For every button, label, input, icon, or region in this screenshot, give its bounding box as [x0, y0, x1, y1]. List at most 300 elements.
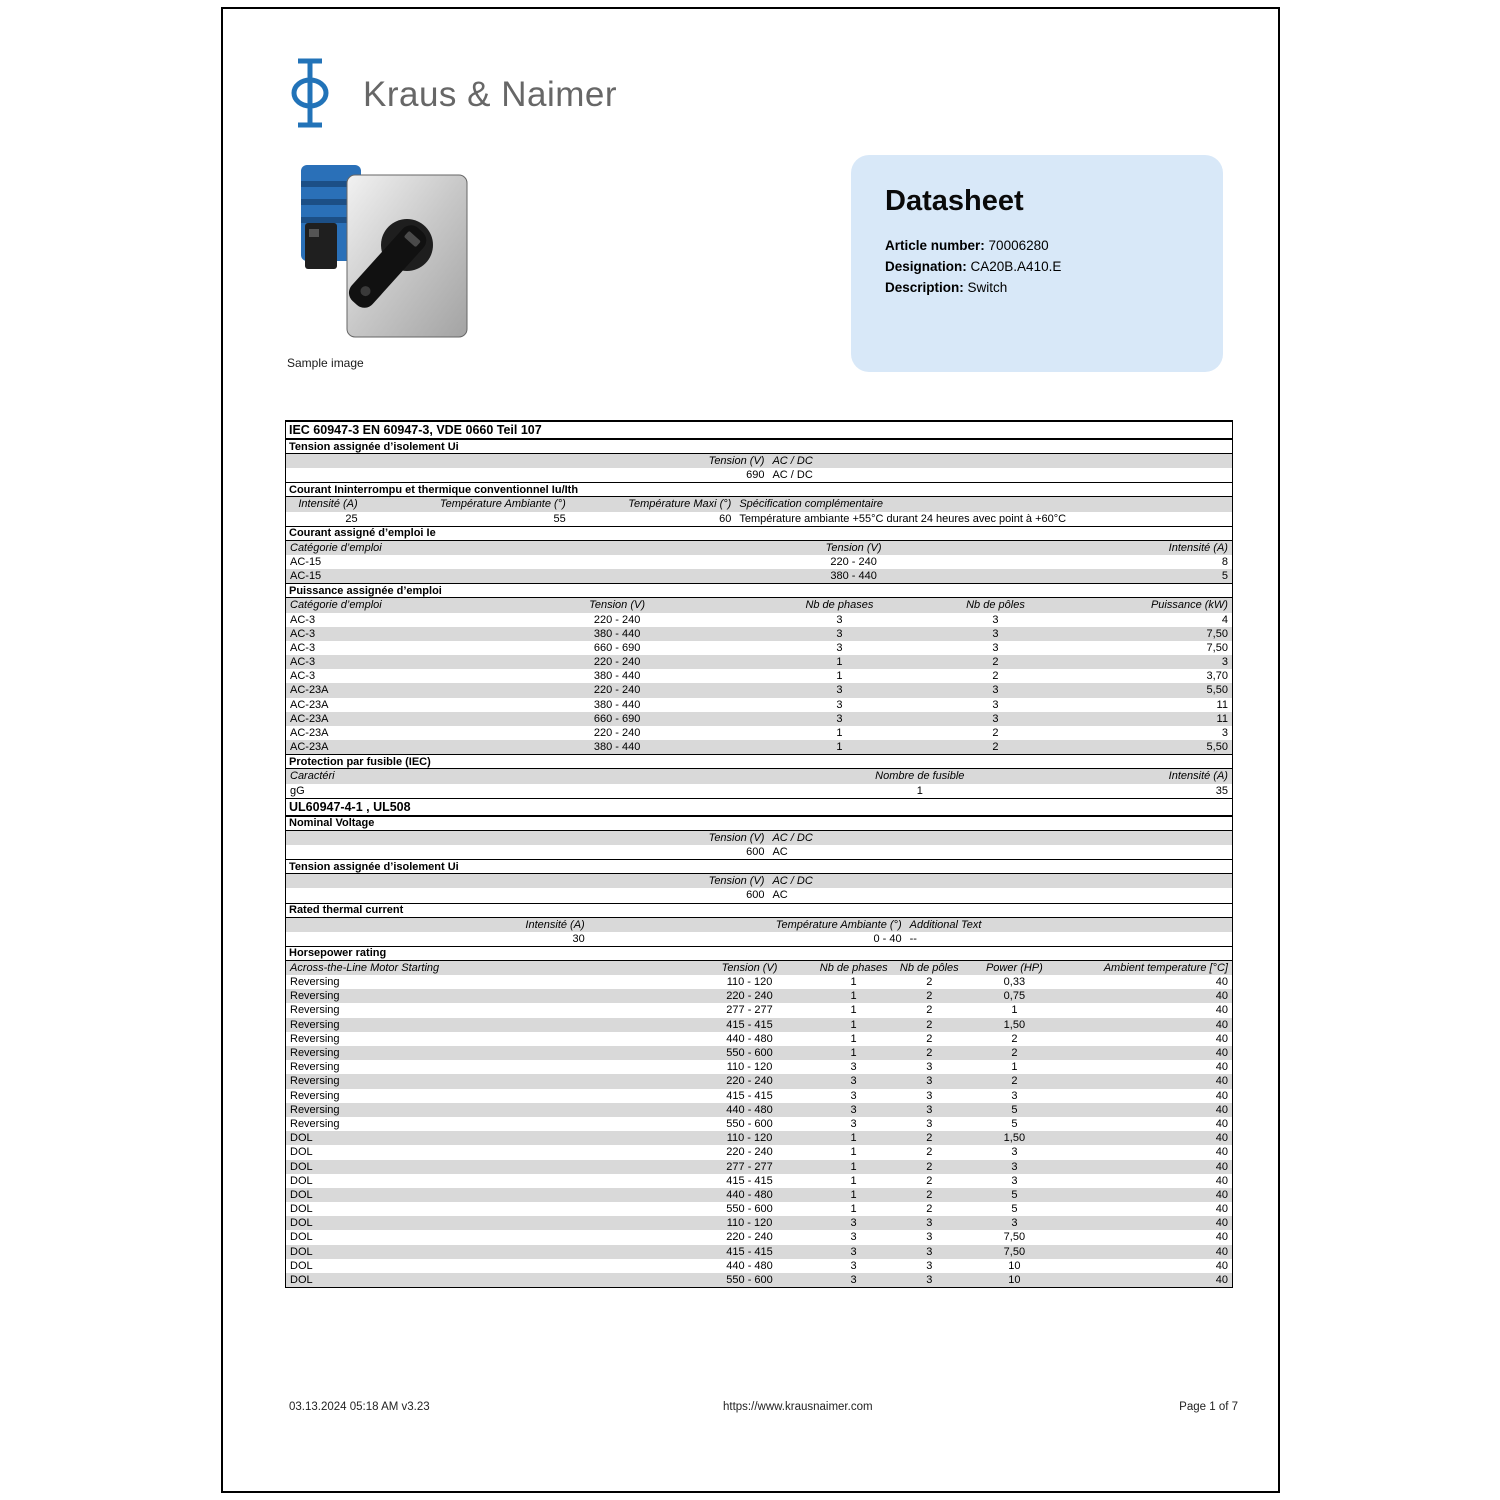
column-header-row: [286, 769, 1232, 783]
spec-table: [285, 420, 1233, 1288]
cell: Catégorie d’emploi: [290, 541, 382, 554]
cell: 3: [1221, 727, 1228, 739]
cell: 440 - 480: [726, 1032, 773, 1045]
section-title: IEC 60947-3 EN 60947-3, VDE 0660 Teil 107: [286, 421, 1232, 439]
table-row: [286, 569, 1232, 583]
cell: 4: [1221, 613, 1228, 626]
column-header-row: [286, 961, 1232, 975]
cell: 40: [1215, 1259, 1228, 1272]
cell: 1: [836, 670, 843, 683]
cell: 3: [1011, 1217, 1018, 1230]
cell: 35: [1215, 784, 1228, 797]
cell: Tension (V): [825, 541, 882, 554]
cell: 2: [926, 1132, 933, 1145]
cell: 1: [850, 1174, 857, 1187]
cell: Reversing: [290, 1061, 340, 1074]
cell: 380 - 440: [593, 627, 641, 640]
subsection-title: Rated thermal current: [286, 903, 1232, 918]
cell: 380 - 440: [593, 741, 641, 754]
cell: AC-23A: [290, 684, 329, 697]
cell: AC / DC: [772, 455, 813, 467]
cell: 10: [1008, 1274, 1021, 1286]
cell: 3: [850, 1117, 857, 1130]
cell: 10: [1008, 1259, 1021, 1272]
column-header-row: [286, 831, 1232, 845]
cell: 3: [836, 712, 843, 725]
cell: 40: [1215, 1018, 1228, 1031]
cell: 1: [850, 1203, 857, 1216]
cell: Nb de pôles: [899, 961, 959, 974]
cell: 1: [850, 1018, 857, 1031]
article-number-field: [885, 235, 1223, 256]
cell: 1: [916, 784, 923, 797]
cell: 2: [926, 1188, 933, 1201]
cell: Reversing: [290, 1018, 340, 1031]
table-row: [286, 1046, 1232, 1060]
cell: 1: [850, 1160, 857, 1173]
section-title: UL60947-4-1 , UL508: [286, 798, 1232, 816]
cell: 2: [992, 741, 999, 754]
cell: 40: [1215, 1203, 1228, 1216]
cell: 1: [850, 990, 857, 1003]
cell: 277 - 277: [726, 1004, 773, 1017]
cell: 110 - 120: [726, 1061, 773, 1074]
subsection-title: Puissance assignée d’emploi: [286, 583, 1232, 598]
cell: DOL: [290, 1160, 313, 1173]
column-header-row: [286, 874, 1232, 888]
cell: 3: [926, 1075, 933, 1088]
cell: 1: [850, 1047, 857, 1059]
cell: 40: [1215, 1061, 1228, 1074]
cell: 7,50: [1003, 1245, 1026, 1258]
cell: DOL: [290, 1217, 313, 1230]
cell: 380 - 440: [593, 698, 641, 711]
cell: 1: [850, 1004, 857, 1017]
cell: 440 - 480: [726, 1259, 773, 1272]
cell: AC-3: [290, 641, 316, 654]
cell: 55: [553, 512, 566, 525]
cell: 3: [850, 1217, 857, 1230]
cell: DOL: [290, 1146, 313, 1159]
brand-name: Kraus & Naimer: [363, 75, 618, 114]
cell: Reversing: [290, 990, 340, 1003]
subsection-title: Courant assigné d’emploi Ie: [286, 526, 1232, 541]
cell: 3: [992, 627, 999, 640]
table-row: [286, 1117, 1232, 1131]
cell: 3: [836, 698, 843, 711]
article-number-label: Article number:: [885, 238, 985, 253]
cell: 3: [850, 1274, 857, 1286]
cell: 11: [1216, 698, 1228, 711]
cell: 40: [1215, 1075, 1228, 1088]
cell: Tension (V): [708, 875, 765, 888]
cell: Reversing: [290, 1103, 340, 1116]
cell: 40: [1215, 1274, 1228, 1286]
table-row: [286, 740, 1232, 754]
cell: Tension (V): [721, 961, 778, 974]
cell: 3: [836, 613, 843, 626]
cell: 40: [1215, 1245, 1228, 1258]
cell: Température ambiante +55°C durant 24 heures avec point à +60°C: [739, 512, 1067, 525]
cell: 0,33: [1003, 976, 1026, 989]
table-row: [286, 1060, 1232, 1074]
brand-header: [285, 55, 617, 135]
cell: 1,50: [1003, 1132, 1026, 1145]
cell: Reversing: [290, 976, 340, 989]
cell: 40: [1215, 1217, 1228, 1230]
table-row: [286, 712, 1232, 726]
table-row: [286, 627, 1232, 641]
cell: 660 - 690: [593, 641, 641, 654]
cell: Intensité (A): [298, 498, 358, 511]
cell: 550 - 600: [726, 1117, 773, 1130]
column-header-row: [286, 454, 1232, 468]
cell: 0 - 40: [873, 932, 902, 945]
cell: 40: [1215, 1117, 1228, 1130]
cell: 5: [1011, 1103, 1018, 1116]
cell: Température Ambiante (°): [439, 498, 566, 511]
cell: Reversing: [290, 1032, 340, 1045]
cell: 8: [1221, 555, 1228, 568]
description-field: [885, 277, 1223, 298]
cell: gG: [290, 784, 305, 797]
cell: 11: [1216, 712, 1228, 725]
cell: 40: [1215, 1132, 1228, 1145]
cell: 40: [1215, 1146, 1228, 1159]
cell: Caractéri: [290, 770, 335, 783]
cell: DOL: [290, 1188, 313, 1201]
cell: 3: [836, 641, 843, 654]
cell: Intensité (A): [1168, 770, 1228, 783]
cell: 5,50: [1206, 684, 1228, 697]
cell: AC-23A: [290, 727, 329, 739]
cell: 3: [850, 1245, 857, 1258]
cell: 1: [836, 727, 843, 739]
table-row: [286, 1103, 1232, 1117]
cell: 3: [1011, 1146, 1018, 1159]
cell: 40: [1215, 1188, 1228, 1201]
table-row: [286, 1089, 1232, 1103]
cell: DOL: [290, 1174, 313, 1187]
cell: 2: [926, 1146, 933, 1159]
cell: Nb de phases: [805, 599, 874, 612]
cell: DOL: [290, 1132, 313, 1145]
subsection-title: Protection par fusible (IEC): [286, 754, 1232, 769]
cell: AC-15: [290, 570, 322, 583]
cell: Nb de phases: [819, 961, 888, 974]
table-row: [286, 655, 1232, 669]
description-label: Description:: [885, 280, 964, 295]
cell: 220 - 240: [593, 684, 641, 697]
cell: 3: [850, 1259, 857, 1272]
cell: Nb de pôles: [966, 599, 1025, 612]
cell: AC-3: [290, 656, 316, 669]
cell: 220 - 240: [726, 1231, 773, 1244]
cell: 40: [1215, 1231, 1228, 1244]
cell: Reversing: [290, 1004, 340, 1017]
cell: 2: [926, 1160, 933, 1173]
cell: 415 - 415: [726, 1018, 773, 1031]
cell: 2: [1011, 1075, 1018, 1088]
cell: 40: [1215, 976, 1228, 989]
datasheet-info-box: [851, 155, 1223, 372]
cell: Intensité (A): [525, 918, 585, 931]
table-row: [286, 726, 1232, 740]
cell: Additional Text: [909, 918, 982, 931]
cell: 2: [926, 976, 933, 989]
cell: 1: [850, 1188, 857, 1201]
cell: 0,75: [1003, 990, 1026, 1003]
cell: 2: [926, 990, 933, 1003]
cell: 1: [850, 1132, 857, 1145]
cell: 1: [850, 976, 857, 989]
table-row: [286, 468, 1232, 482]
cell: 600: [746, 889, 765, 902]
cell: Reversing: [290, 1075, 340, 1088]
cell: 110 - 120: [726, 976, 773, 989]
table-row: [286, 975, 1232, 989]
cell: Puissance (kW): [1150, 599, 1228, 612]
cell: 3: [850, 1231, 857, 1244]
cell: 3: [850, 1103, 857, 1116]
subsection-title: Tension assignée d’isolement Ui: [286, 439, 1232, 454]
cell: 3: [850, 1075, 857, 1088]
datasheet-fields: [885, 235, 1223, 298]
cell: 7,50: [1003, 1231, 1026, 1244]
table-row: [286, 1202, 1232, 1216]
subsection-title: Courant Ininterrompu et thermique conventionnel Iu/Ith: [286, 482, 1232, 497]
table-row: [286, 1003, 1232, 1017]
cell: 2: [926, 1004, 933, 1017]
cell: 3: [926, 1231, 933, 1244]
cell: Tension (V): [708, 831, 765, 844]
cell: AC-3: [290, 613, 316, 626]
cell: 40: [1215, 1089, 1228, 1102]
kraus-naimer-logo-icon: [285, 56, 335, 135]
cell: AC / DC: [772, 875, 813, 888]
cell: 440 - 480: [726, 1188, 773, 1201]
cell: AC-3: [290, 627, 316, 640]
cell: 40: [1215, 990, 1228, 1003]
cell: 3: [926, 1217, 933, 1230]
table-row: [286, 1174, 1232, 1188]
cell: Température Ambiante (°): [775, 918, 902, 931]
cell: 30: [572, 932, 585, 945]
table-row: [286, 1145, 1232, 1159]
cell: 440 - 480: [726, 1103, 773, 1116]
cell: 3: [992, 698, 999, 711]
cell: 5: [1221, 570, 1228, 583]
cell: Température Maxi (°): [628, 498, 732, 511]
cell: AC-23A: [290, 712, 329, 725]
cell: DOL: [290, 1274, 313, 1286]
table-row: [286, 845, 1232, 859]
cell: 3: [926, 1103, 933, 1116]
cell: 5,50: [1206, 741, 1228, 754]
description-value: Switch: [967, 280, 1008, 295]
cell: 40: [1215, 1174, 1228, 1187]
cell: 25: [345, 512, 358, 525]
cell: 110 - 120: [726, 1132, 773, 1145]
cell: DOL: [290, 1203, 313, 1216]
cell: DOL: [290, 1245, 313, 1258]
cell: 1,50: [1003, 1018, 1026, 1031]
cell: Reversing: [290, 1117, 340, 1130]
cell: 2: [926, 1032, 933, 1045]
cell: 3: [926, 1274, 933, 1286]
cell: AC: [772, 889, 788, 902]
cell: Tension (V): [708, 455, 765, 467]
table-row: [286, 1216, 1232, 1230]
cell: Reversing: [290, 1047, 340, 1059]
cell: 3: [992, 641, 999, 654]
cell: 3: [836, 627, 843, 640]
cell: 1: [1011, 1061, 1018, 1074]
cell: 7,50: [1206, 627, 1228, 640]
cell: 220 - 240: [593, 727, 641, 739]
table-row: [286, 669, 1232, 683]
table-row: [286, 1273, 1232, 1287]
table-row: [286, 1032, 1232, 1046]
subsection-title: Horsepower rating: [286, 946, 1232, 961]
cell: Intensité (A): [1168, 541, 1228, 554]
cell: 3: [1011, 1174, 1018, 1187]
cell: 600: [746, 845, 765, 858]
cell: 380 - 440: [593, 670, 641, 683]
table-row: [286, 1018, 1232, 1032]
cell: AC-3: [290, 670, 316, 683]
cell: 220 - 240: [830, 555, 877, 568]
table-row: [286, 683, 1232, 697]
cell: 1: [850, 1032, 857, 1045]
table-row: [286, 888, 1232, 902]
cell: 3: [850, 1089, 857, 1102]
cell: 2: [992, 670, 999, 683]
cell: 415 - 415: [726, 1174, 773, 1187]
table-row: [286, 512, 1232, 526]
table-row: [286, 784, 1232, 798]
cell: 3: [926, 1117, 933, 1130]
cell: DOL: [290, 1259, 313, 1272]
table-row: [286, 1131, 1232, 1145]
article-number-value: 70006280: [988, 238, 1049, 253]
cell: 3: [926, 1089, 933, 1102]
cell: 415 - 415: [726, 1245, 773, 1258]
footer-url-link[interactable]: https://www.krausnaimer.com: [723, 1401, 873, 1413]
column-header-row: [286, 541, 1232, 555]
subsection-title: Tension assignée d’isolement Ui: [286, 859, 1232, 874]
cell: AC-23A: [290, 741, 329, 754]
cell: 2: [992, 656, 999, 669]
cell: 220 - 240: [593, 656, 641, 669]
table-row: [286, 932, 1232, 946]
cell: 1: [836, 741, 843, 754]
cell: 40: [1215, 1032, 1228, 1045]
cell: 220 - 240: [593, 613, 641, 626]
cell: 110 - 120: [726, 1217, 773, 1230]
table-row: [286, 1160, 1232, 1174]
cell: Reversing: [290, 1089, 340, 1102]
column-header-row: [286, 918, 1232, 932]
cell: 1: [1011, 1004, 1018, 1017]
cell: 2: [926, 1018, 933, 1031]
cell: Nombre de fusible: [875, 770, 965, 783]
cell: 2: [926, 1203, 933, 1216]
cell: 3: [926, 1259, 933, 1272]
column-header-row: [286, 598, 1232, 612]
cell: 3: [992, 712, 999, 725]
cell: 3: [992, 613, 999, 626]
table-row: [286, 555, 1232, 569]
cell: 2: [1011, 1047, 1018, 1059]
cell: AC-23A: [290, 698, 329, 711]
cell: Across-the-Line Motor Starting: [290, 961, 440, 974]
cell: 220 - 240: [726, 990, 773, 1003]
cell: 5: [1011, 1117, 1018, 1130]
cell: 7,50: [1206, 641, 1228, 654]
cell: 690: [746, 469, 765, 482]
sample-image-caption: Sample image: [287, 356, 364, 370]
footer-page-number: Page 1 of 7: [1179, 1401, 1238, 1413]
footer-timestamp: 03.13.2024 05:18 AM v3.23: [289, 1401, 430, 1413]
cell: Ambient temperature [°C]: [1103, 961, 1228, 974]
cell: Catégorie d’emploi: [290, 599, 382, 612]
cell: 660 - 690: [593, 712, 641, 725]
designation-value: CA20B.A410.E: [970, 259, 1062, 274]
cell: 3: [836, 684, 843, 697]
cell: 3: [850, 1061, 857, 1074]
cell: 2: [926, 1047, 933, 1059]
cell: 3: [992, 684, 999, 697]
cell: Power (HP): [985, 961, 1043, 974]
cell: 5: [1011, 1188, 1018, 1201]
cell: 415 - 415: [726, 1089, 773, 1102]
cell: 40: [1215, 1047, 1228, 1059]
table-row: [286, 613, 1232, 627]
designation-label: Designation:: [885, 259, 967, 274]
cell: Spécification complémentaire: [739, 498, 884, 511]
designation-field: [885, 256, 1223, 277]
table-row: [286, 1074, 1232, 1088]
cell: 380 - 440: [830, 570, 877, 583]
table-row: [286, 698, 1232, 712]
cell: 40: [1215, 1103, 1228, 1116]
cell: --: [909, 932, 917, 945]
cell: 220 - 240: [726, 1075, 773, 1088]
table-row: [286, 1259, 1232, 1273]
cell: AC / DC: [772, 831, 813, 844]
cell: 2: [1011, 1032, 1018, 1045]
cell: 550 - 600: [726, 1047, 773, 1059]
product-sample-image: [295, 157, 477, 354]
table-row: [286, 989, 1232, 1003]
cell: DOL: [290, 1231, 313, 1244]
cell: 40: [1215, 1004, 1228, 1017]
cell: 3: [926, 1061, 933, 1074]
cell: 3: [1011, 1089, 1018, 1102]
cell: 3: [1011, 1160, 1018, 1173]
datasheet-title: Datasheet: [885, 185, 1024, 217]
cell: 2: [926, 1174, 933, 1187]
cell: 3: [1221, 656, 1228, 669]
cell: AC-15: [290, 555, 322, 568]
cell: 60: [719, 512, 732, 525]
cell: 40: [1215, 1160, 1228, 1173]
cell: 277 - 277: [726, 1160, 773, 1173]
cell: Tension (V): [589, 599, 645, 612]
cell: 220 - 240: [726, 1146, 773, 1159]
column-header-row: [286, 497, 1232, 511]
